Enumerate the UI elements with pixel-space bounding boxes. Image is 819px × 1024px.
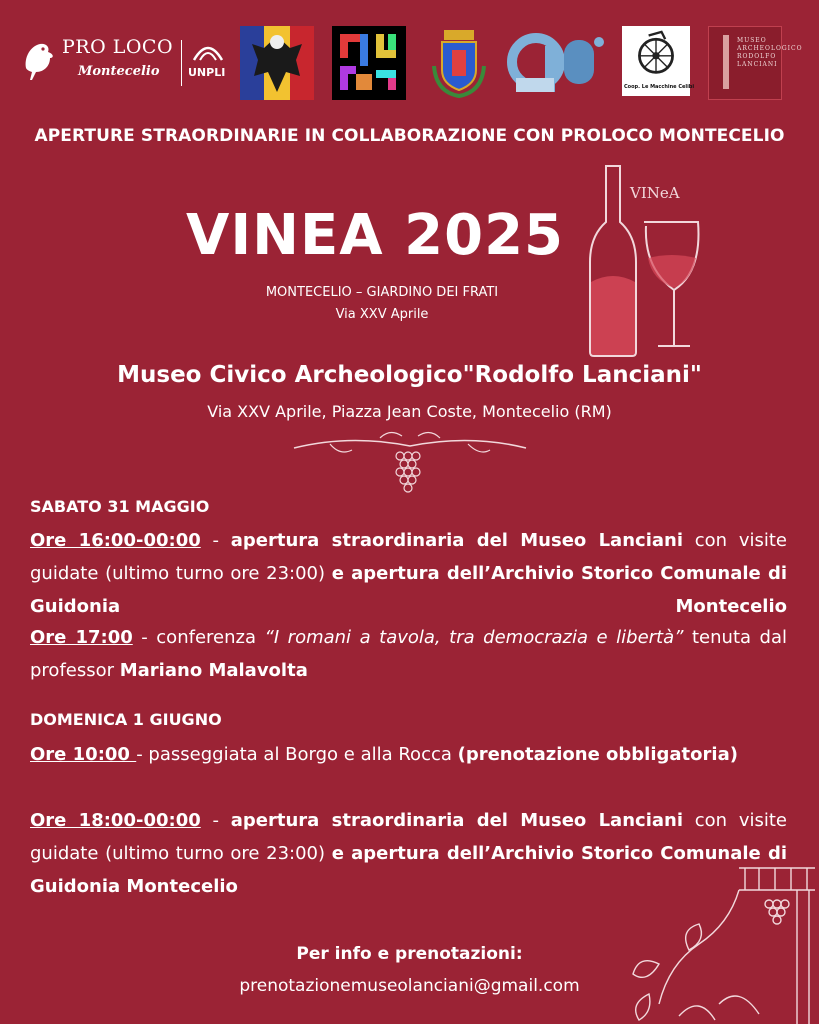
event-title: VINEA 2025 [186, 203, 564, 268]
coop-text: Coop. Le Macchine Celibi [624, 84, 695, 90]
event-location: MONTECELIO – GIARDINO DEI FRATI [265, 285, 499, 300]
museo-logo [708, 26, 803, 100]
schedule-item: Ore 18:00-00:00 - apertura straordinaria del Museo Lanciani con visite guidate (ultimo turno ore 23:00) e apertura dell’Archivio Storico Comunale di Guidonia Montecelio [30, 810, 787, 897]
schedule-item: Ore 16:00-00:00 - apertura straordinaria del Museo Lanciani con visite guidate (ultimo turno ore 23:00) e apertura dell’Archivio Storico Comunale di Guidonia Montecelio [30, 530, 787, 617]
logo-divider [181, 40, 182, 86]
eagle-shield-icon [240, 26, 314, 100]
anniversary-90-icon [506, 26, 606, 100]
coop-logo [622, 26, 695, 96]
schedule-item: Ore 10:00 - passeggiata al Borgo e alla Rocca (prenotazione obbligatoria) [30, 744, 738, 765]
info-label: Per info e prenotazioni: [296, 944, 523, 964]
proloco-name: PRO LOCO [62, 36, 174, 58]
unpli-icon [190, 40, 226, 62]
museum-logo-icon [723, 35, 729, 89]
contact-email[interactable]: prenotazionemuseolanciani@gmail.com [239, 976, 580, 996]
bicycle-icon [622, 30, 690, 76]
collaboration-heading: APERTURE STRAORDINARIE IN COLLABORAZIONE CON PROLOCO MONTECELIO [34, 126, 785, 146]
museo-name: Museo Civico Archeologico"Rodolfo Lanciani" [117, 362, 702, 388]
event-street: Via XXV Aprile [335, 307, 429, 322]
grape-vine-ornament-icon [290, 426, 530, 498]
time-label: Ore 18:00-00:00 [30, 810, 201, 831]
time-label: Ore 16:00-00:00 [30, 530, 201, 551]
coat-of-arms-icon [426, 26, 492, 100]
schedule-item: Ore 17:00 - conferenza “I romani a tavola, tra democrazia e libertà” tenuta dal professor Mariano Malavolta [30, 627, 788, 681]
unpli-label: UNPLI [188, 66, 226, 79]
day-label-saturday: SABATO 31 MAGGIO [30, 497, 210, 516]
proloco-logo [18, 36, 243, 96]
tetris-icon [332, 26, 406, 100]
bottle-label: VINeA [630, 184, 680, 202]
time-label: Ore 17:00 [30, 627, 133, 648]
wine-bottle-icon [586, 162, 704, 360]
logo-strip [18, 22, 803, 102]
proloco-town: Montecelio [78, 64, 160, 79]
bird-icon [20, 38, 56, 82]
museo-logo-text: MUSEO ARCHEOLOGICO RODOLFO LANCIANI [737, 37, 803, 68]
day-label-sunday: DOMENICA 1 GIUGNO [30, 710, 222, 729]
museo-address: Via XXV Aprile, Piazza Jean Coste, Montecelio (RM) [207, 402, 612, 421]
time-label: Ore 10:00 [30, 744, 137, 765]
